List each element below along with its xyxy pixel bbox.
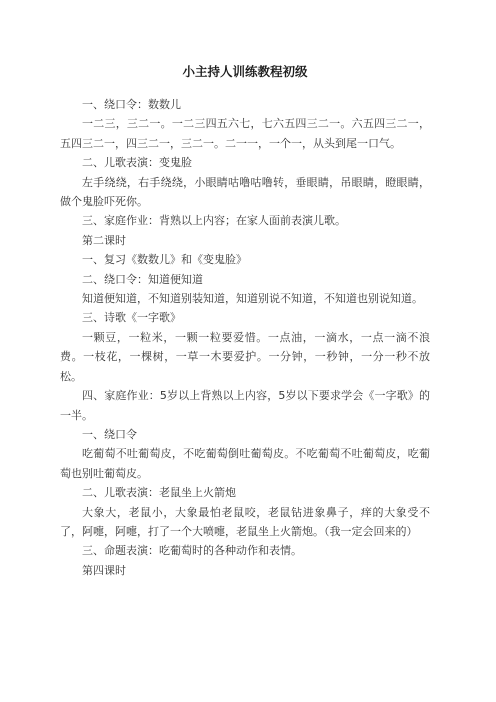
paragraph: 吃葡萄不吐葡萄皮，不吃葡萄倒吐葡萄皮。不吃葡萄不吐葡萄皮，吃葡萄也别吐葡萄皮。 xyxy=(60,447,430,480)
paragraph: 左手绕绕，右手绕绕，小眼睛咕噜咕噜转，垂眼睛，吊眼睛，瞪眼睛，做个鬼脸吓死你。 xyxy=(60,175,430,209)
paragraph: 三、家庭作业：背熟以上内容；在家人面前表演儿歌。 xyxy=(82,214,346,228)
paragraph: 四、家庭作业：5岁以上背熟以上内容，5岁以下要求学会《一字歌》的一半。 xyxy=(60,389,430,422)
paragraph: 一、绕口令 xyxy=(82,427,137,441)
document-body xyxy=(60,95,430,580)
paragraph: 第四课时 xyxy=(82,563,126,577)
document-title: 小主持人训练教程初级 xyxy=(182,64,308,79)
paragraph: 二、儿歌表演：变鬼脸 xyxy=(82,156,192,170)
paragraph: 一、绕口令：数数儿 xyxy=(82,98,181,111)
paragraph: 二、儿歌表演：老鼠坐上火箭炮 xyxy=(82,486,236,500)
paragraph: 知道便知道，不知道别装知道，知道别说不知道，不知道也别说知道。 xyxy=(82,292,423,306)
paragraph: 第二课时 xyxy=(82,233,126,247)
paragraph: 一二三，三二一。一二三四五六七，七六五四三二一。六五四三二一，五四三二一，四三二一，三二一。二一一，一个一，从头到尾一口气。 xyxy=(60,117,430,150)
paragraph: 二、绕口令：知道便知道 xyxy=(82,272,203,286)
paragraph: 一颗豆，一粒米，一颗一粒要爱惜。一点油，一滴水，一点一滴不浪费。一枝花，一棵树，一草一木要爱护。一分钟，一秒钟，一分一秒不放松。 xyxy=(60,330,430,383)
paragraph: 大象大，老鼠小，大象最怕老鼠咬，老鼠钻进象鼻子，痒的大象受不了，阿嚏，阿嚏，打了一个大喷嚏，老鼠坐上火箭炮。（我一定会回来的） xyxy=(60,505,430,538)
paragraph: 三、诗歌《一字歌》 xyxy=(82,311,181,325)
paragraph: 一、复习《数数儿》和《变鬼脸》 xyxy=(82,253,247,267)
paragraph: 三、命题表演：吃葡萄时的各种动作和表情。 xyxy=(82,544,302,558)
